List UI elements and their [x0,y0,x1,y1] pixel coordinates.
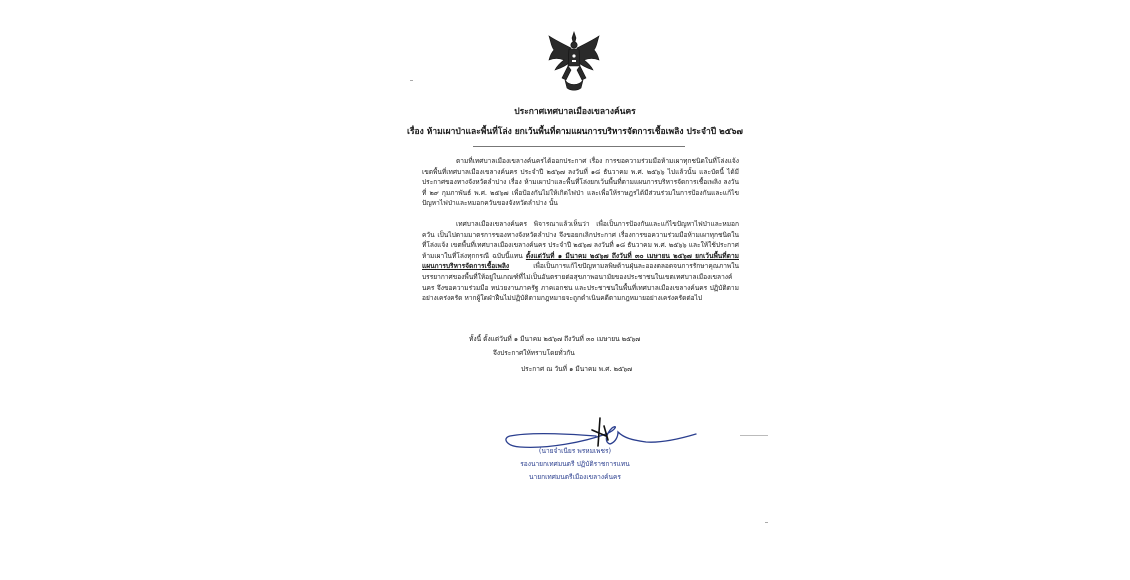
signature-mark [740,435,768,436]
signer-name: (นายจำเนียร พรหมเพชร) [538,447,612,455]
scan-speck [765,522,768,523]
signer-position: รองนายกเทศมนตรี ปฏิบัติราชการแทน [520,460,630,468]
garuda-emblem-icon [545,30,603,92]
document-title: ประกาศเทศบาลเมืองเขลางค์นคร [514,107,636,117]
paragraph-1 [422,156,739,209]
signer-office: นายกเทศมนตรีเมืองเขลางค์นคร [529,473,621,481]
title-divider [473,146,685,147]
announcement-date: ประกาศ ณ วันที่ ๑ มีนาคม พ.ศ. ๒๕๖๗ [521,365,633,373]
scan-speck [410,80,413,81]
effective-period: ทั้งนี้ ตั้งแต่วันที่ ๑ มีนาคม ๒๕๖๗ ถึงวันที่ ๓๐ เมษายน ๒๕๖๗ [469,335,641,343]
paragraph-1-text: ตามที่เทศบาลเมืองเขลางค์นครได้ออกประกาศ เรื่อง การขอความร่วมมือห้ามเผาทุกชนิดในที่โล่งแจ้ง เขตพื้นที่เทศบาลเมืองเขลางค์นคร ประจำปี ๒๕๖๗ ลงวันที่ ๑๘ ธันวาคม พ.ศ. ๒๕๖๖ ไปแล้วนั้น และบัดนี้ ได้มีประกาศของทางจังหวัดลำปาง เรื่อง ห้ามเผาป่าและพื้นที่โล่งยกเว้นพื้นที่ตามแผนการบริหารจัดการเชื้อเพลิง ลงวันที่ ๒๙ กุมภาพันธ์ พ.ศ. ๒๕๖๗ เพื่อป้องกันไม่ให้เกิดไฟป่า และเพื่อให้ราษฎรได้มีส่วนร่วมในการป้องกันและแก้ไขปัญหาไฟป่าและหมอกควันของจังหวัดลำปาง นั้น [422,157,739,208]
paragraph-2-intro: เทศบาลเมืองเขลางค์นคร พิจารณาแล้วเห็นว่า เพื่อเป็นการป้องกันและแก้ไขปัญหาไฟป่าและหมอกควัน เป็นไปตามมาตรการของทางจังหวัดลำปาง จึงขอยกเลิกประกาศ เรื่องการขอความร่วมมือห้ามเผาทุกชนิดในที่โล่งแจ้ง เขตพื้นที่เทศบาลเมืองเขลางค์นคร ประจำปี ๒๕๖๗ ลงวันที่ ๑๘ ธันวาคม พ.ศ. ๒๕๖๖ และให้ใช้ประกาศห้ามเผาในที่โล่งทุกกรณี ฉบับนี้แทน [422,220,739,260]
paragraph-2 [422,219,739,304]
announcement-notice: จึงประกาศให้ทราบโดยทั่วกัน [493,349,575,357]
paragraph-2-highlight: ตั้งแต่วันที่ ๑ มีนาคม ๒๕๖๗ ถึงวันที่ ๓๐ เมษายน ๒๕๖๗ ยกเว้นพื้นที่ตามแผนการบริหารจัดการเชื้อเพลิง [422,251,739,271]
paragraph-2-outro: เพื่อเป็นการแก้ไขปัญหามลพิษด้านฝุ่นละอองตลอดจนการรักษาคุณภาพในบรรยากาศของพื้นที่ให้อยู่ในเกณฑ์ที่ไม่เป็นอันตรายต่อสุขภาพอนามัยของประชาชนในเขตเทศบาลเมืองเขลางค์นคร จึงขอความร่วมมือ หน่วยงานภาครัฐ ภาคเอกชน และประชาชนในพื้นที่เทศบาลเมืองเขลางค์นคร ปฏิบัติตามอย่างเคร่งครัด หากผู้ใดฝ่าฝืนไม่ปฏิบัติตามกฎหมายจะถูกดำเนินคดีตามกฎหมายอย่างเคร่งครัดต่อไป [422,262,739,303]
document-subject: เรื่อง ห้ามเผาป่าและพื้นที่โล่ง ยกเว้นพื้นที่ตามแผนการบริหารจัดการเชื้อเพลิง ประจำปี ๒๕๖๗ [407,127,743,137]
